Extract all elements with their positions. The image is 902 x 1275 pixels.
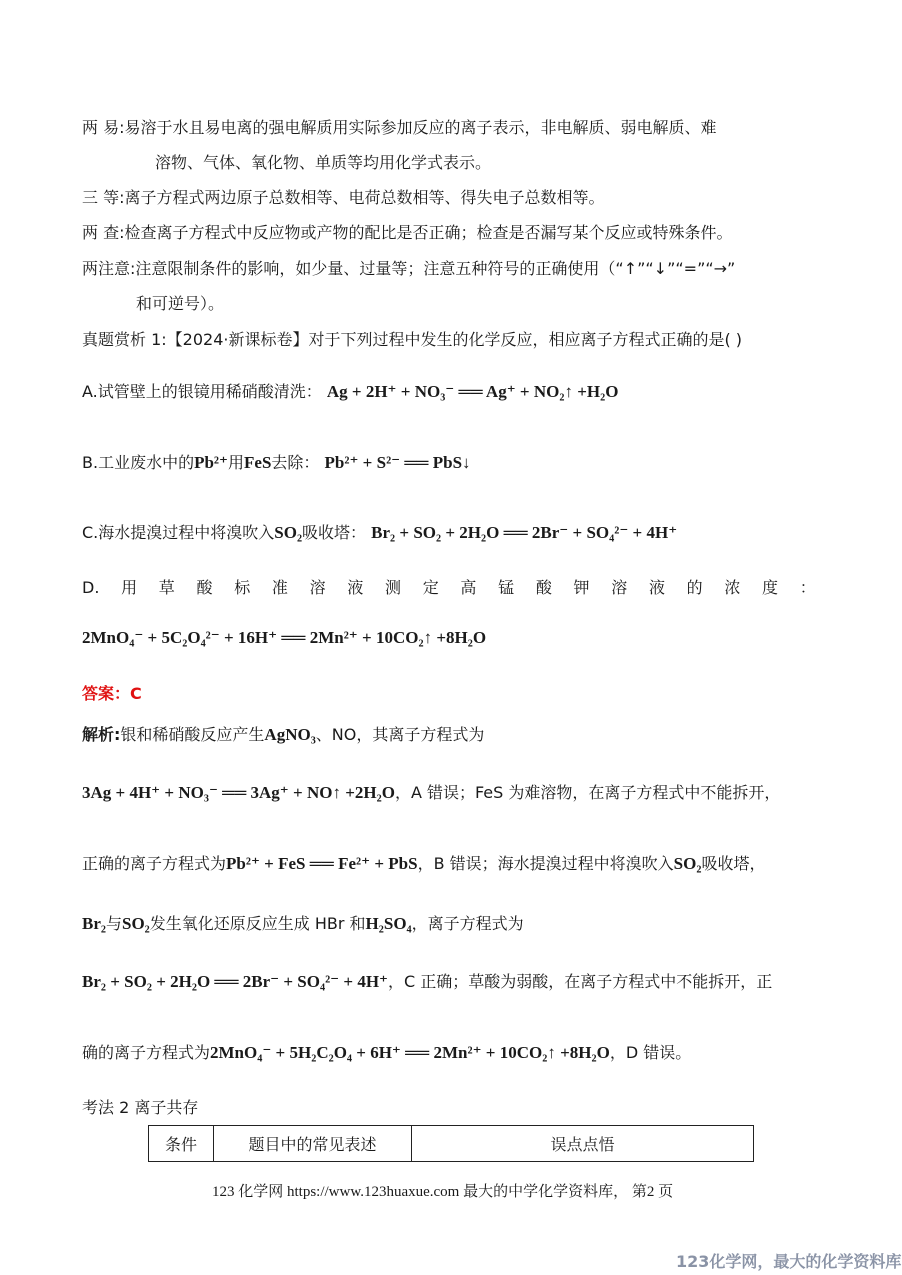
analysis-text: ，A 错误；FeS 为难溶物，在离子方程式中不能拆开， — [394, 783, 781, 802]
option-d-char: 溶 — [611, 578, 628, 597]
inline-formula: 2MnO₄⁻ + 5H₂C₂O₄ + 6H⁺ ══ 2Mn²⁺ + 10CO₂↑ +8H₂O — [210, 1043, 610, 1062]
option-text: C.海水提溴过程中将溴吹入 — [82, 523, 275, 542]
option-d — [82, 577, 816, 599]
rule-two-attention — [82, 258, 735, 280]
option-text: 吸收塔： — [302, 523, 367, 542]
analysis-line-3 — [82, 853, 765, 875]
option-d-char: 浓 — [724, 578, 741, 597]
section-title: 考法 2 离子共存 — [82, 1098, 199, 1117]
option-d-char: 草 — [158, 578, 175, 597]
option-text: 去除： — [271, 453, 320, 472]
table-header-cell: 条件 — [149, 1126, 214, 1162]
option-d-char: 度 — [762, 578, 779, 597]
option-d-char: D. — [82, 578, 100, 597]
option-formula: Ag + 2H⁺ + NO₃⁻ ══ Ag⁺ + NO₂↑ +H₂O — [326, 382, 619, 401]
rule-text: 注意限制条件的影响，如少量、过量等；注意五种符号的正确使用（“↑”“↓”“=”“→” — [135, 259, 736, 278]
option-d-char: ： — [799, 578, 816, 597]
table-header-cell: 误点点悟 — [412, 1126, 754, 1162]
inline-formula: 3Ag + 4H⁺ + NO₃⁻ ══ 3Ag⁺ + NO↑ +2H₂O — [82, 783, 395, 802]
table-header-row — [149, 1126, 754, 1162]
analysis-line-4 — [82, 913, 524, 935]
analysis-text: 吸收塔， — [701, 854, 766, 873]
option-d-char: 测 — [385, 578, 402, 597]
option-d-formula: 2MnO₄⁻ + 5C₂O₄²⁻ + 16H⁺ ══ 2Mn²⁺ + 10CO₂↑ +8H₂O — [82, 628, 487, 647]
option-formula: Br₂ + SO₂ + 2H₂O ══ 2Br⁻ + SO₄²⁻ + 4H⁺ — [371, 523, 678, 542]
option-c — [82, 522, 677, 544]
watermark: 123化学网，最大的化学资料库 — [676, 1252, 902, 1271]
inline-formula: SO₂ — [274, 523, 303, 542]
inline-formula: Pb²⁺ — [194, 453, 228, 472]
rule-three-equal — [82, 187, 605, 209]
inline-formula: Br₂ — [82, 914, 106, 933]
analysis-text: 、NO，其离子方程式为 — [315, 725, 485, 744]
option-d-char: 钾 — [573, 578, 590, 597]
page-footer: 123 化学网 https://www.123huaxue.com 最大的中学化学资料库， 第2 页 — [212, 1184, 674, 1200]
inline-formula: FeS — [244, 453, 272, 472]
analysis-line-1 — [82, 724, 484, 746]
rule-text: 易溶于水且易电离的强电解质用实际参加反应的离子表示，非电解质、弱电解质、难 — [124, 118, 717, 137]
analysis-text: ，C 正确；草酸为弱酸，在离子方程式中不能拆开，正 — [388, 972, 773, 991]
option-d-char: 液 — [347, 578, 364, 597]
analysis-line-6 — [82, 1042, 691, 1064]
option-text: A.试管壁上的银镜用稀硝酸清洗： — [82, 382, 322, 401]
option-d-char: 的 — [686, 578, 703, 597]
inline-formula: AgNO₃ — [264, 725, 316, 744]
analysis-line-2 — [82, 782, 780, 804]
rule-label: 两 易: — [82, 118, 125, 137]
table-header-cell: 题目中的常见表述 — [214, 1126, 412, 1162]
conditions-table — [148, 1125, 754, 1162]
rule-text: 检查离子方程式中反应物或产物的配比是否正确；检查是否漏写某个反应或特殊条件。 — [124, 223, 733, 242]
option-a — [82, 381, 618, 403]
analysis-text: 与 — [105, 914, 122, 933]
rule-label: 两 查: — [82, 223, 125, 242]
rule-two-check — [82, 222, 733, 244]
option-d-char: 准 — [271, 578, 288, 597]
option-d-char: 酸 — [535, 578, 552, 597]
analysis-text: 确的离子方程式为 — [82, 1043, 211, 1062]
option-d-char: 液 — [648, 578, 665, 597]
rule-two-easy — [82, 117, 717, 139]
analysis-label: 解析: — [82, 725, 121, 744]
analysis-text: 发生氧化还原反应生成 HBr 和 — [149, 914, 366, 933]
rule-label: 两注意: — [82, 259, 136, 278]
question-stem: 真题赏析 1:【2024·新课标卷】对于下列过程中发生的化学反应，相应离子方程式正确的是( ) — [82, 330, 743, 349]
rule-two-attention-cont: 和可逆号）。 — [136, 294, 225, 313]
analysis-line-5 — [82, 971, 772, 993]
option-formula: Pb²⁺ + S²⁻ ══ PbS↓ — [324, 453, 471, 472]
analysis-text: ，B 错误；海水提溴过程中将溴吹入 — [417, 854, 674, 873]
option-d-char: 定 — [422, 578, 439, 597]
option-d-char: 高 — [460, 578, 477, 597]
inline-formula: Pb²⁺ + FeS ══ Fe²⁺ + PbS — [226, 854, 418, 873]
option-d-char: 用 — [121, 578, 138, 597]
answer-label: 答案：C — [82, 684, 142, 703]
inline-formula: H₂SO₄ — [365, 914, 412, 933]
option-d-char: 酸 — [196, 578, 213, 597]
inline-formula: Br₂ + SO₂ + 2H₂O ══ 2Br⁻ + SO₄²⁻ + 4H⁺ — [82, 972, 389, 991]
rule-text: 离子方程式两边原子总数相等、电荷总数相等、得失电子总数相等。 — [124, 188, 605, 207]
analysis-text: ，D 错误。 — [609, 1043, 692, 1062]
inline-formula: SO₂ — [673, 854, 702, 873]
analysis-text: ，离子方程式为 — [411, 914, 524, 933]
analysis-text: 银和稀硝酸反应产生 — [120, 725, 265, 744]
option-b — [82, 452, 471, 474]
option-text: 用 — [228, 453, 245, 472]
option-d-char: 标 — [234, 578, 251, 597]
option-text: B.工业废水中的 — [82, 453, 195, 472]
rule-label: 三 等: — [82, 188, 125, 207]
inline-formula: SO₂ — [122, 914, 150, 933]
option-d-char: 锰 — [498, 578, 515, 597]
option-d-char: 溶 — [309, 578, 326, 597]
rule-two-easy-cont: 溶物、气体、氧化物、单质等均用化学式表示。 — [155, 153, 492, 172]
analysis-text: 正确的离子方程式为 — [82, 854, 227, 873]
